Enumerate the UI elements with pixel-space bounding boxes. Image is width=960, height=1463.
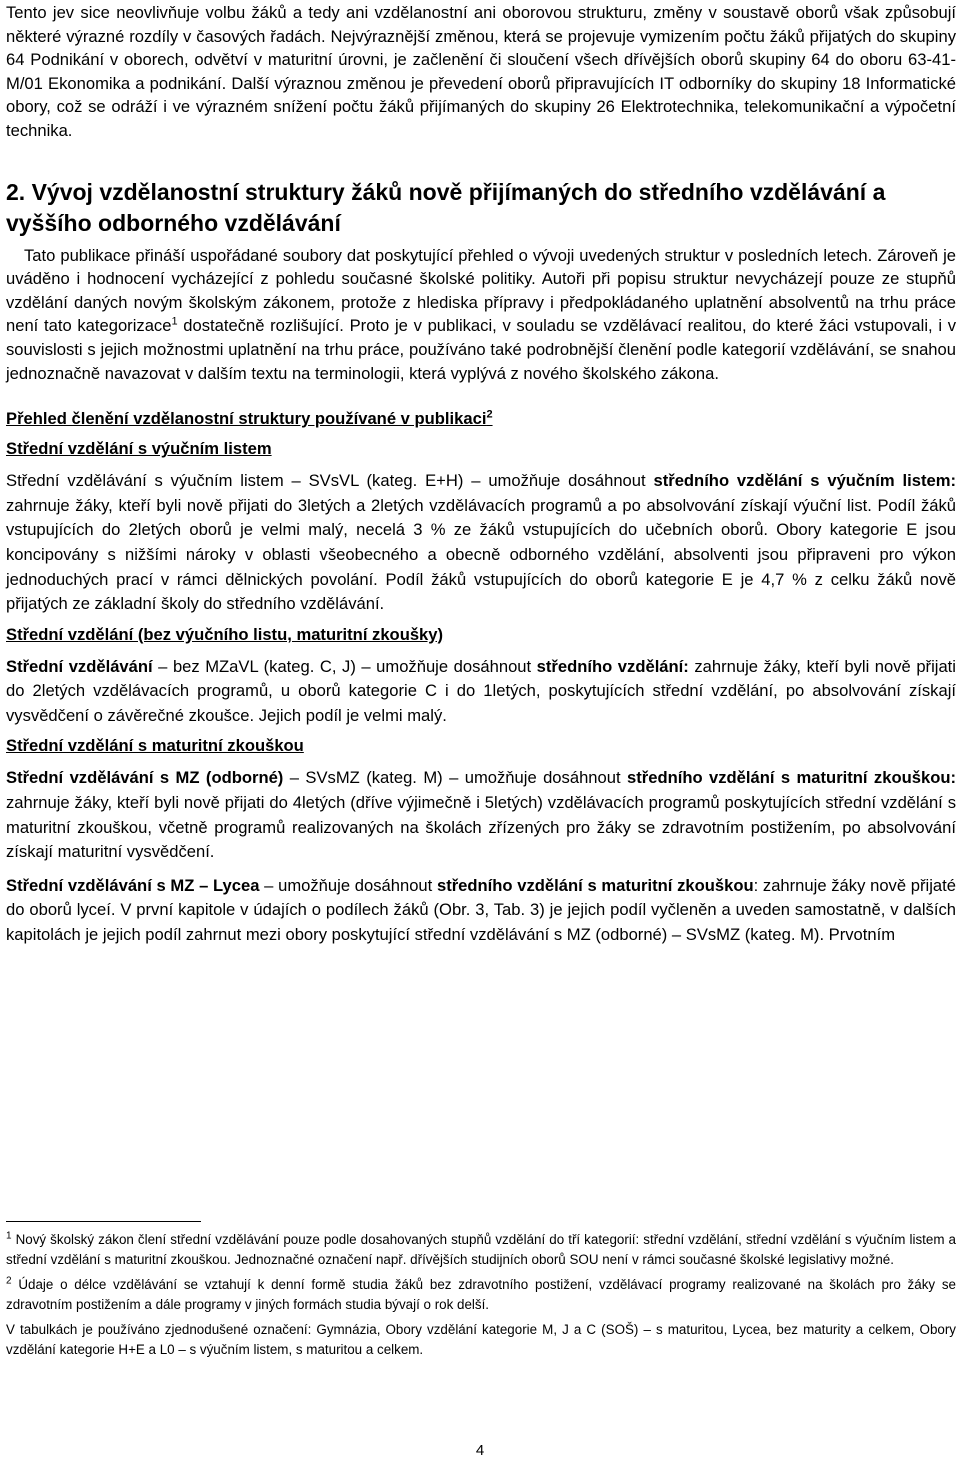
category-heading-maturita: Střední vzdělání s maturitní zkouškou xyxy=(6,736,304,756)
category-heading-stredni: Střední vzdělání (bez výučního listu, maturitní zkoušky) xyxy=(6,624,444,644)
footnote-ref-1[interactable]: 1 xyxy=(171,315,178,328)
footnote-text: Nový školský zákon člení střední vzdělávání pouze podle dosahovaných stupňů vzdělání do tří kategorií: střední vzdělání, střední vzdělání s výučním listem a střední vzdělání s maturitní zkouškou. Jednoznačné označení např. dřívějších studijních oborů SOU není v rámci současné školské legislativy možné. xyxy=(6,1232,956,1267)
overview-heading-text: Přehled členění vzdělanostní struktury používané v publikaci xyxy=(6,409,487,429)
footnote-separator xyxy=(6,1221,201,1222)
category-paragraph-vyucni-list xyxy=(6,469,956,617)
category-paragraph-stredni xyxy=(6,655,956,729)
paragraph-lead-bold: Střední vzdělávání s MZ – Lycea xyxy=(6,875,260,895)
footnote-mark: 2 xyxy=(6,1275,12,1287)
paragraph-rest: : zahrnuje žáky nově přijaté do oborů lyceí. V první kapitole v údajích o podílech žáků (Obr. 3, Tab. 3) je jejich podíl vyčleněn a uveden samostatně, v dalších kapitolách je jejich podíl zahrnut mezi obory poskytující střední vzdělávání s MZ (odborné) – SVsMZ (kateg. M). Prvotním xyxy=(6,875,956,945)
paragraph-bold: středního vzdělání s maturitní zkouškou: xyxy=(627,768,956,788)
footnote-text: Údaje o délce vzdělávání se vztahují k denní formě studia žáků bez zdravotního postižení, vzdělávací programy realizované na školách pro žáky se zdravotním postižením a dále programy v jiných formách studia bývají o rok delší. xyxy=(6,1277,956,1312)
footnote-2 xyxy=(6,1275,956,1314)
section-paragraph xyxy=(6,244,956,386)
section-paragraph-part-2: dostatečně rozlišující. Proto je v publikaci, v souladu se vzdělávací realitou, do které žáci vstupovali, i v souvislosti s jejich možnostmi uplatnění na trhu práce, používáno také podrobnější členění podle kategorií vzdělávání, se snahou jednoznačně navazovat v dalším textu na terminologii, která vyplývá z nového školského zákona. xyxy=(6,316,957,383)
document-page xyxy=(6,0,956,948)
category-heading-vyucni-list: Střední vzdělání s výučním listem xyxy=(6,439,272,459)
section-paragraph-part-1: Tato publikace přináší uspořádané soubory dat poskytující přehled o vývoji uvedených struktur v posledních letech. Zároveň je uváděno i hodnocení vycházející z pohledu současné školské politiky. Autoři při popisu struktur nevycházejí pouze ze stupňů vzdělání daných novým školským zákonem, protože z hlediska přípravy i předpokládaného uplatnění absolventů na trhu práce není tato kategorizace xyxy=(6,245,956,336)
page-number: 4 xyxy=(475,1442,485,1459)
category-paragraph-maturita-lycea xyxy=(6,874,956,948)
paragraph-bold: středního vzdělání: xyxy=(536,656,689,676)
footnote-note xyxy=(6,1320,956,1359)
paragraph-lead: Střední vzdělávání s výučním listem – SVsVL (kateg. E+H) – umožňuje dosáhnout xyxy=(6,471,654,491)
footnote-mark: 1 xyxy=(6,1230,12,1242)
section-heading: 2. Vývoj vzdělanostní struktury žáků nově přijímaných do středního vzdělávání a vyššího odborného vzdělávání xyxy=(6,178,886,236)
paragraph-lead-bold: Střední vzdělávání s MZ (odborné) xyxy=(6,768,284,788)
paragraph-rest: zahrnuje žáky, kteří byli nově přijati do 2letých vzdělávacích programů, u oborů kategorie C i do 1letých, poskytujících střední vzdělání, po absolvování získají vysvědčení o závěrečné zkoušce. Jejich podíl je velmi malý. xyxy=(6,656,956,725)
paragraph-rest: zahrnuje žáky, kteří byli nově přijati do 3letých a 2letých vzdělávacích programů a po absolvování získají výuční list. Podíl žáků vstupujících do 2letých oborů je velmi malý, necelá 3 % ze žáků vstupujících do učebních oborů. Obory kategorie E jsou koncipovány s nižšími nároky v oblasti všeobecného a obecně odborného vzdělání, absolventi jsou připraveni pro výkon jednoduchých prací v rámci dělnických povolání. Podíl žáků vstupujících do oborů kategorie E je 4,7 % z celku žáků nově přijatých ze základní školy do středního vzdělávání. xyxy=(6,495,956,614)
category-list xyxy=(6,437,956,948)
paragraph-lead: – umožňuje dosáhnout xyxy=(259,875,437,895)
intro-paragraph: Tento jev sice neovlivňuje volbu žáků a tedy ani vzdělanostní ani oborovou strukturu, změny v soustavě oborů však způsobují některé výrazné rozdíly v časových řadách. Nejvýraznější změnou, která se projevuje vymizením počtu žáků přijatých do skupiny 64 Podnikání v oborech, odvětví v maturitní úrovni, je začlenění či sloučení všech dřívějších oborů skupiny 64 do oboru 63-41-M/01 Ekonomika a podnikání. Další výraznou změnou je převedení oborů připravujících IT odborníky do skupiny 18 Informatické obory, což se odráží i ve výrazném snížení počtu žáků přijímaných do skupiny 26 Elektrotechnika, telekomunikační a výpočetní technika. xyxy=(6,3,956,140)
footnotes xyxy=(6,1221,956,1365)
paragraph-bold: středního vzdělání s výučním listem: xyxy=(653,471,956,491)
paragraph-lead: – SVsMZ (kateg. M) – umožňuje dosáhnout xyxy=(283,768,628,788)
paragraph-bold: středního vzdělání s maturitní zkouškou xyxy=(436,875,754,895)
paragraph-lead-bold: Střední vzdělávání xyxy=(6,656,153,676)
footnote-text: V tabulkách je používáno zjednodušené označení: Gymnázia, Obory vzdělání kategorie M, J a C (SOŠ) – s maturitou, Lycea, bez maturity a celkem, Obory vzdělání kategorie H+E a L0 – s výučním listem, s maturitou a celkem. xyxy=(6,1322,956,1357)
overview-heading xyxy=(6,407,956,431)
paragraph-lead: – bez MZaVL (kateg. C, J) – umožňuje dosáhnout xyxy=(152,656,537,676)
footnote-ref-2[interactable]: 2 xyxy=(486,408,493,421)
category-paragraph-maturita-odborne xyxy=(6,766,956,864)
paragraph-rest: zahrnuje žáky, kteří byli nově přijati do 4letých (dříve výjimečně i 5letých) vzdělávacích programů poskytujících střední vzdělání s maturitní zkouškou, včetně programů realizovaných na školách zřízených pro žáky se zdravotním postižením, po absolvování získají maturitní vysvědčení. xyxy=(6,793,956,862)
footnote-1 xyxy=(6,1230,956,1269)
